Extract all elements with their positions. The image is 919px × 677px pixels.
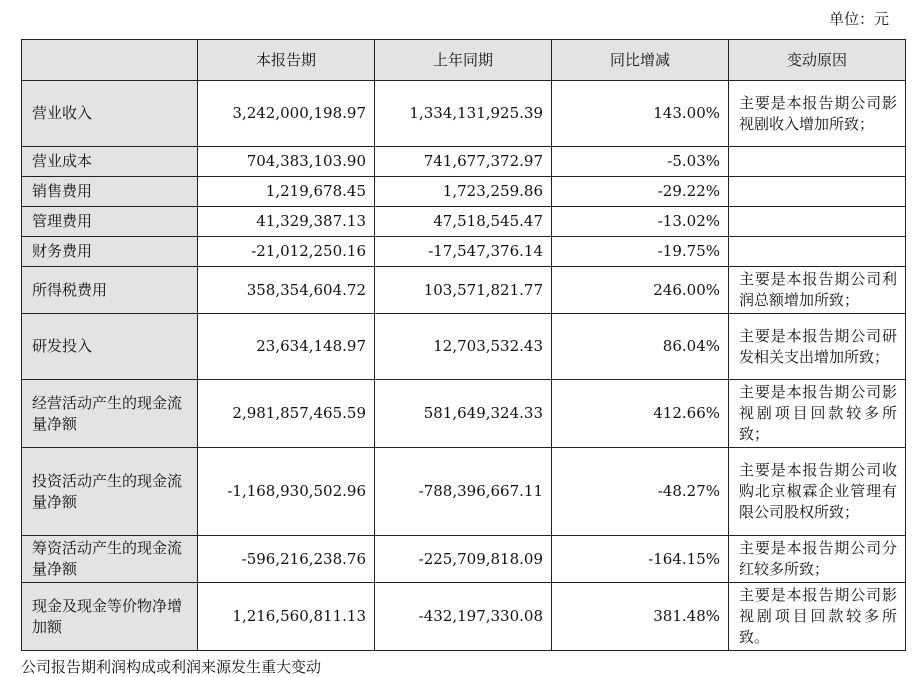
row-item-label: 经营活动产生的现金流量净额 [22,380,198,448]
row-reason [729,207,906,237]
table-row [22,583,906,651]
row-prior-value: -225,709,818.09 [375,536,552,583]
table-row [22,207,906,237]
row-current-value: -596,216,238.76 [198,536,375,583]
row-prior-value: 12,703,532.43 [375,314,552,380]
row-prior-value: 1,723,259.86 [375,177,552,207]
row-current-value: 1,219,678.45 [198,177,375,207]
table-row [22,314,906,380]
footer-text: 公司报告期利润构成或利润来源发生重大变动 [21,658,322,676]
row-change-value: 143.00% [552,81,729,147]
row-prior-value: 103,571,821.77 [375,267,552,314]
row-change-value: 246.00% [552,267,729,314]
row-reason [729,177,906,207]
row-reason: 主要是本报告期公司研发相关支出增加所致； [729,314,906,380]
row-reason: 主要是本报告期公司收购北京椒霖企业管理有限公司股权所致； [729,448,906,536]
row-change-value: 381.48% [552,583,729,651]
row-item-label: 营业收入 [22,81,198,147]
row-prior-value: 741,677,372.97 [375,147,552,177]
row-current-value: 41,329,387.13 [198,207,375,237]
row-current-value: 2,981,857,465.59 [198,380,375,448]
row-reason: 主要是本报告期公司利润总额增加所致； [729,267,906,314]
row-item-label: 投资活动产生的现金流量净额 [22,448,198,536]
row-change-value: 412.66% [552,380,729,448]
row-change-value: 86.04% [552,314,729,380]
row-current-value: -1,168,930,502.96 [198,448,375,536]
table-row [22,81,906,147]
row-prior-value: -17,547,376.14 [375,237,552,267]
row-change-value: -13.02% [552,207,729,237]
row-reason [729,147,906,177]
unit-label: 单位：元 [828,10,889,28]
header-prior-period: 上年同期 [375,40,552,81]
row-item-label: 所得税费用 [22,267,198,314]
row-reason: 主要是本报告期公司分红较多所致； [729,536,906,583]
table-row [22,147,906,177]
row-item-label: 管理费用 [22,207,198,237]
row-item-label: 销售费用 [22,177,198,207]
row-reason: 主要是本报告期公司影视剧项目回款较多所致； [729,380,906,448]
header-item [22,40,198,81]
row-current-value: 3,242,000,198.97 [198,81,375,147]
row-change-value: -5.03% [552,147,729,177]
row-prior-value: 581,649,324.33 [375,380,552,448]
row-current-value: 23,634,148.97 [198,314,375,380]
table-header-row [22,40,906,81]
table-row [22,380,906,448]
header-reason: 变动原因 [729,40,906,81]
table-row [22,267,906,314]
table-row [22,237,906,267]
row-prior-value: -432,197,330.08 [375,583,552,651]
row-current-value: -21,012,250.16 [198,237,375,267]
table-row [22,448,906,536]
row-item-label: 筹资活动产生的现金流量净额 [22,536,198,583]
header-yoy-change: 同比增减 [552,40,729,81]
row-change-value: -164.15% [552,536,729,583]
row-change-value: -29.22% [552,177,729,207]
row-current-value: 704,383,103.90 [198,147,375,177]
row-current-value: 1,216,560,811.13 [198,583,375,651]
row-reason: 主要是本报告期公司影视剧收入增加所致； [729,81,906,147]
financial-table [21,39,906,651]
row-item-label: 现金及现金等价物净增加额 [22,583,198,651]
row-change-value: -19.75% [552,237,729,267]
row-reason: 主要是本报告期公司影视剧项目回款较多所致。 [729,583,906,651]
row-reason [729,237,906,267]
row-item-label: 财务费用 [22,237,198,267]
row-prior-value: 1,334,131,925.39 [375,81,552,147]
row-item-label: 研发投入 [22,314,198,380]
row-item-label: 营业成本 [22,147,198,177]
row-change-value: -48.27% [552,448,729,536]
row-prior-value: -788,396,667.11 [375,448,552,536]
row-prior-value: 47,518,545.47 [375,207,552,237]
table-row [22,536,906,583]
row-current-value: 358,354,604.72 [198,267,375,314]
table-row [22,177,906,207]
header-current-period: 本报告期 [198,40,375,81]
